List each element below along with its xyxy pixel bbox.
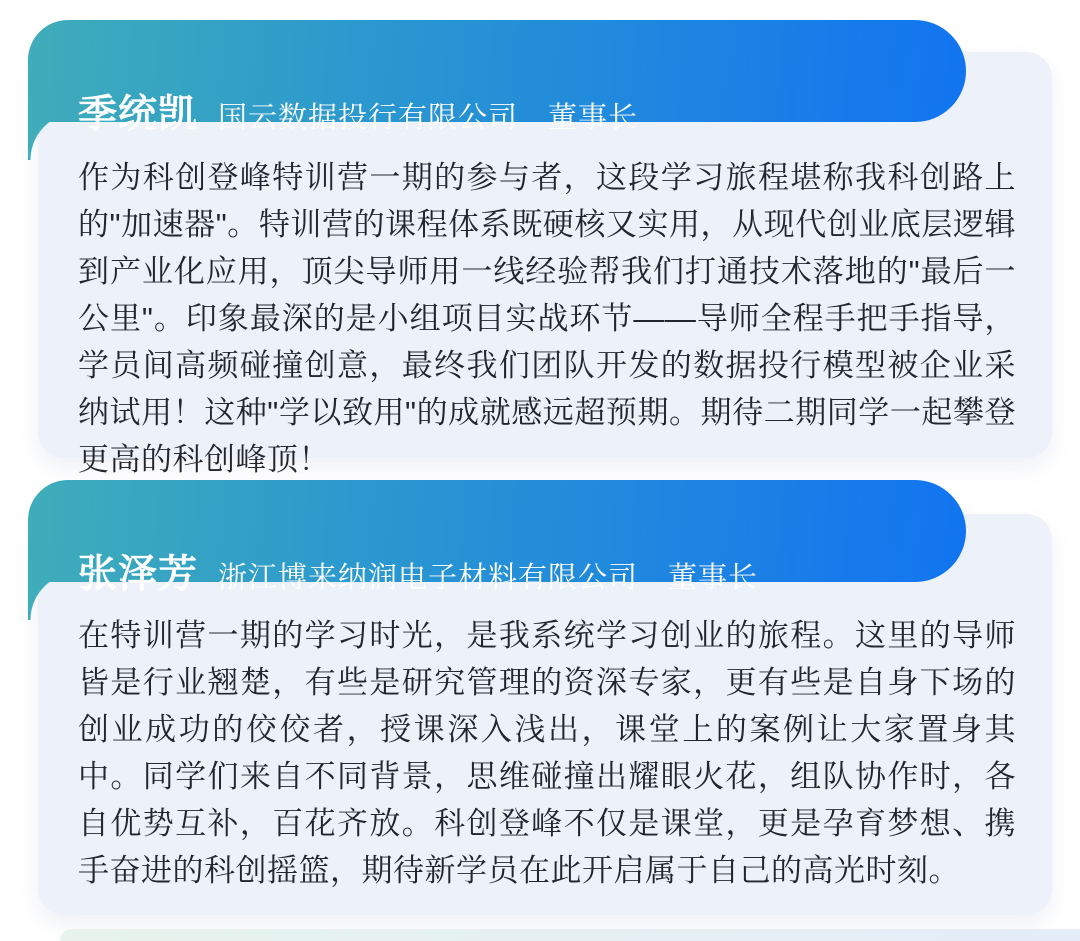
person-job-title: 董事长 [668, 562, 759, 594]
testimonial-quote: 在特训营一期的学习时光，是我系统学习创业的旅程。这里的导师皆是行业翘楚，有些是研究管理的资深专家，更有些是自身下场的创业成功的佼佼者，授课深入浅出，课堂上的案例让大家置身其中。同学们来自不同背景，思维碰撞出耀眼火花，组队协作时，各自优势互补，百花齐放。科创登峰不仅是课堂，更是孕育梦想、携手奋进的科创摇篮，期待新学员在此开启属于自己的高光时刻。 [78, 618, 1016, 888]
person-company: 浙江博来纳润电子材料有限公司 [218, 562, 639, 594]
testimonial-header-content [78, 83, 638, 139]
next-card-peek [60, 929, 1080, 941]
person-name: 张泽芳 [78, 553, 199, 596]
testimonial-quote: 作为科创登峰特训营一期的参与者，这段学习旅程堪称我科创路上的"加速器"。特训营的课程体系既硬核又实用，从现代创业底层逻辑到产业化应用，顶尖导师用一线经验帮我们打通技术落地的"最后一公里"。印象最深的是小组项目实战环节——导师全程手把手指导，学员间高频碰撞创意，最终我们团队开发的数据投行模型被企业采纳试用！这种"学以致用"的成就感远超预期。期待二期同学一起攀登更高的科创峰顶！ [78, 160, 1016, 477]
testimonial-header-content [78, 543, 758, 599]
testimonial-header [28, 20, 966, 136]
person-name: 季统凯 [78, 93, 199, 136]
testimonial-header [28, 480, 966, 596]
person-job-title: 董事长 [548, 102, 639, 134]
person-company: 国云数据投行有限公司 [218, 102, 519, 134]
